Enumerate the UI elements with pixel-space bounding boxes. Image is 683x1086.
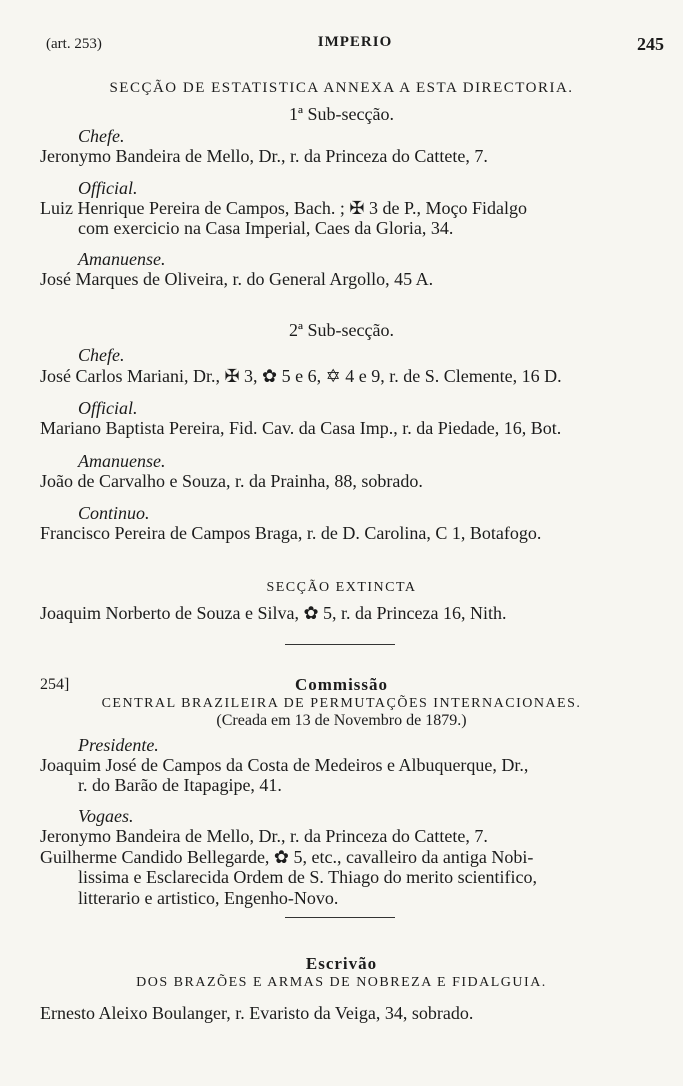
running-title: IMPERIO (317, 34, 393, 50)
article-reference: (art. 253) (46, 36, 102, 52)
escrivao-subtitle: DOS BRAZÕES E ARMAS DE NOBREZA E FIDALGUIA. (136, 975, 547, 990)
entry-presidente: Joaquim José de Campos da Costa de Medeiros e Albuquerque, Dr., (40, 755, 529, 775)
role-label-continuo: Continuo. (78, 503, 150, 523)
commission-note: (Creada em 13 de Novembro de 1879.) (216, 712, 467, 729)
entry-chefe-2: José Carlos Mariani, Dr., ✠ 3, ✿ 5 e 6, ✡ 4 e 9, r. de S. Clemente, 16 D. (40, 366, 562, 386)
entry-escrivao: Ernesto Aleixo Boulanger, r. Evaristo da Veiga, 34, sobrado. (40, 1003, 474, 1023)
role-label-chefe: Chefe. (78, 126, 125, 146)
role-label-presidente: Presidente. (78, 735, 159, 755)
divider-rule (285, 644, 395, 645)
entry-presidente-continuation: r. do Barão de Itapagipe, 41. (78, 775, 282, 795)
escrivao-title: Escrivão (305, 954, 378, 973)
entry-amanuense-2: João de Carvalho e Souza, r. da Prainha, 88, sobrado. (40, 471, 423, 491)
subsection-title-1: 1ª Sub-secção. (289, 104, 394, 124)
subsection-title-2: 2ª Sub-secção. (289, 320, 394, 340)
role-label-chefe-2: Chefe. (78, 345, 125, 365)
commission-subtitle: CENTRAL BRAZILEIRA DE PERMUTAÇÕES INTERNACIONAES. (101, 696, 582, 711)
entry-official: Luiz Henrique Pereira de Campos, Bach. ; ✠ 3 de P., Moço Fidalgo (40, 198, 527, 218)
running-head (40, 34, 670, 56)
article-number: 254] (40, 676, 70, 693)
commission-title: Commissão (294, 675, 389, 694)
page-number: 245 (637, 34, 664, 54)
section-heading: SECÇÃO DE ESTATISTICA ANNEXA A ESTA DIRECTORIA. (109, 80, 574, 96)
role-label-amanuense: Amanuense. (78, 249, 166, 269)
entry-continuo: Francisco Pereira de Campos Braga, r. de D. Carolina, C 1, Botafogo. (40, 523, 542, 543)
entry-vogal-1: Jeronymo Bandeira de Mello, Dr., r. da Princeza do Cattete, 7. (40, 826, 488, 846)
entry-official-2: Mariano Baptista Pereira, Fid. Cav. da Casa Imp., r. da Piedade, 16, Bot. (40, 418, 562, 438)
role-label-official: Official. (78, 178, 138, 198)
entry-chefe: Jeronymo Bandeira de Mello, Dr., r. da Princeza do Cattete, 7. (40, 146, 488, 166)
entry-official-continuation: com exercicio na Casa Imperial, Caes da Gloria, 34. (78, 218, 454, 238)
entry-extincta: Joaquim Norberto de Souza e Silva, ✿ 5, r. da Princeza 16, Nith. (40, 603, 507, 623)
role-label-vogaes: Vogaes. (78, 806, 134, 826)
role-label-official-2: Official. (78, 398, 138, 418)
role-label-amanuense-2: Amanuense. (78, 451, 166, 471)
entry-vogal-2: Guilherme Candido Bellegarde, ✿ 5, etc., cavalleiro da antiga Nobi- (40, 847, 534, 867)
divider-rule-2 (285, 917, 395, 918)
entry-vogal-2-continuation-1: lissima e Esclarecida Ordem de S. Thiago do merito scientifico, (78, 867, 538, 887)
entry-amanuense: José Marques de Oliveira, r. do General Argollo, 45 A. (40, 269, 434, 289)
entry-vogal-2-continuation-2: litterario e artistico, Engenho-Novo. (78, 888, 339, 908)
section-extincta-heading: SECÇÃO EXTINCTA (266, 580, 417, 595)
